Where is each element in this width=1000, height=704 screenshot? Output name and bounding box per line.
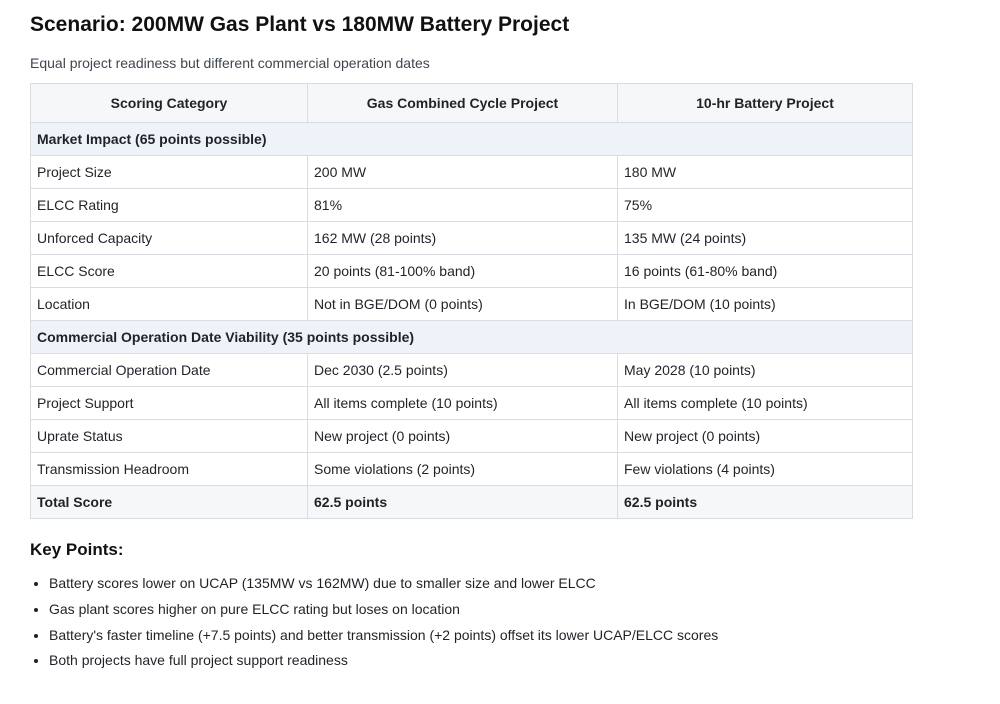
row-label: Transmission Headroom bbox=[31, 453, 308, 486]
page-title: Scenario: 200MW Gas Plant vs 180MW Battery Project bbox=[30, 13, 570, 36]
battery-value: 180 MW bbox=[618, 156, 913, 189]
battery-value: New project (0 points) bbox=[618, 420, 913, 453]
table-row bbox=[31, 420, 913, 453]
battery-value: All items complete (10 points) bbox=[618, 387, 913, 420]
scoring-table bbox=[30, 83, 913, 519]
table-row bbox=[31, 222, 913, 255]
gas-value: New project (0 points) bbox=[308, 420, 618, 453]
list-item: • Battery's faster timeline (+7.5 points) and better transmission (+2 points) offset its lower UCAP/ELCC scores bbox=[49, 626, 1000, 644]
table-row bbox=[31, 288, 913, 321]
gas-value: 200 MW bbox=[308, 156, 618, 189]
section-title: Commercial Operation Date Viability (35 points possible) bbox=[31, 321, 913, 354]
battery-value: 75% bbox=[618, 189, 913, 222]
row-label: Project Size bbox=[31, 156, 308, 189]
battery-value: May 2028 (10 points) bbox=[618, 354, 913, 387]
gas-value: Dec 2030 (2.5 points) bbox=[308, 354, 618, 387]
table-row bbox=[31, 189, 913, 222]
header-gas-project: Gas Combined Cycle Project bbox=[308, 84, 618, 123]
list-item: • Both projects have full project support readiness bbox=[49, 651, 1000, 669]
key-points-list bbox=[30, 574, 1000, 669]
gas-value: All items complete (10 points) bbox=[308, 387, 618, 420]
row-label: ELCC Rating bbox=[31, 189, 308, 222]
table-header-row bbox=[31, 84, 913, 123]
gas-value: Some violations (2 points) bbox=[308, 453, 618, 486]
row-label: Project Support bbox=[31, 387, 308, 420]
battery-total: 62.5 points bbox=[618, 486, 913, 519]
row-label: Unforced Capacity bbox=[31, 222, 308, 255]
section-row-cod-viability bbox=[31, 321, 913, 354]
header-scoring-category: Scoring Category bbox=[31, 84, 308, 123]
row-label: Commercial Operation Date bbox=[31, 354, 308, 387]
list-item: • Battery scores lower on UCAP (135MW vs 162MW) due to smaller size and lower ELCC bbox=[49, 574, 1000, 592]
key-points-heading: Key Points: bbox=[30, 540, 124, 559]
battery-value: In BGE/DOM (10 points) bbox=[618, 288, 913, 321]
row-label: ELCC Score bbox=[31, 255, 308, 288]
row-label: Location bbox=[31, 288, 308, 321]
table-row bbox=[31, 156, 913, 189]
header-battery-project: 10-hr Battery Project bbox=[618, 84, 913, 123]
gas-value: 81% bbox=[308, 189, 618, 222]
gas-total: 62.5 points bbox=[308, 486, 618, 519]
table-row bbox=[31, 453, 913, 486]
table-row bbox=[31, 387, 913, 420]
page-subtitle: Equal project readiness but different commercial operation dates bbox=[30, 55, 430, 71]
section-title: Market Impact (65 points possible) bbox=[31, 123, 913, 156]
list-item: • Gas plant scores higher on pure ELCC rating but loses on location bbox=[49, 600, 1000, 618]
battery-value: Few violations (4 points) bbox=[618, 453, 913, 486]
gas-value: Not in BGE/DOM (0 points) bbox=[308, 288, 618, 321]
gas-value: 20 points (81-100% band) bbox=[308, 255, 618, 288]
total-label: Total Score bbox=[31, 486, 308, 519]
row-label: Uprate Status bbox=[31, 420, 308, 453]
table-row bbox=[31, 354, 913, 387]
gas-value: 162 MW (28 points) bbox=[308, 222, 618, 255]
battery-value: 135 MW (24 points) bbox=[618, 222, 913, 255]
table-row bbox=[31, 255, 913, 288]
battery-value: 16 points (61-80% band) bbox=[618, 255, 913, 288]
total-score-row bbox=[31, 486, 913, 519]
section-row-market-impact bbox=[31, 123, 913, 156]
